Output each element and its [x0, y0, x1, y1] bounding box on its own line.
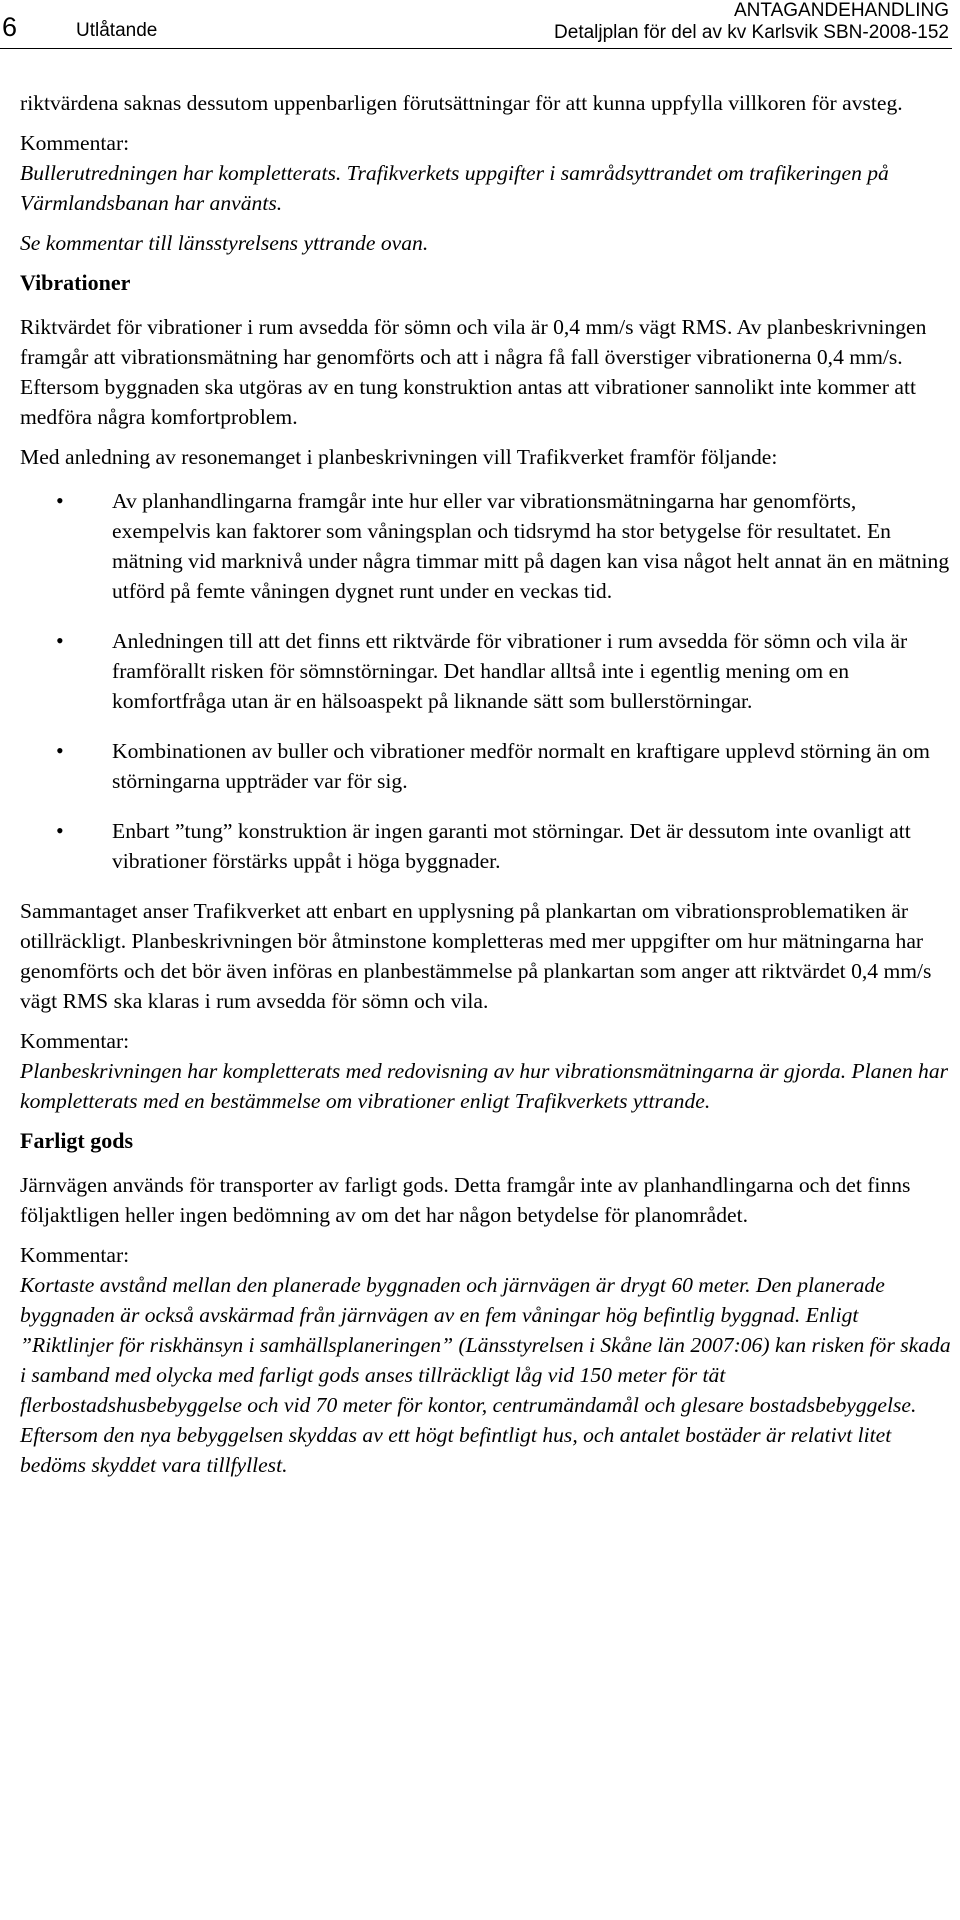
list-item	[20, 486, 952, 606]
list-item	[20, 626, 952, 716]
vibration-paragraph-1: Riktvärdet för vibrationer i rum avsedda för sömn och vila är 0,4 mm/s vägt RMS. Av planbeskrivningen framgår att vibrationsmätning har genomförts och att i några få fall överstiger vibrationerna 0,4 mm/s. Eftersom byggnaden ska utgöras av en tung konstruktion antas att vibrationer sannolikt inte kommer att medföra några komfortproblem.	[20, 315, 927, 429]
farligt-gods-paragraph: Järnvägen används för transporter av farligt gods. Detta framgår inte av planhandlingarna och det finns följaktligen heller ingen bedömning av om det har någon betydelse för planområdet.	[20, 1173, 911, 1227]
page-header	[0, 0, 960, 52]
section-label: Utlåtande	[76, 20, 158, 41]
list-item-text: Enbart ”tung” konstruktion är ingen garanti mot störningar. Det är dessutom inte ovanligt att vibrationer förstärks uppåt i höga byggnader.	[112, 819, 911, 873]
bullet-icon: •	[56, 738, 64, 763]
comment-text: Kortaste avstånd mellan den planerade byggnaden och järnvägen är drygt 60 meter. Den planerade byggnaden är också avskärmad från järnvägen av en fem våningar hög befintlig byggnad. Enligt ”Riktlinjer för riskhänsyn i samhällsplaneringen” (Länsstyrelsen i Skåne län 2007:06) kan risken för skada i samband med olycka med farligt gods anses tillräckligt låg vid 150 meter för tät flerbostadshusbebyggelse och vid 70 meter för kontor, centrumändamål och glesare bostadsbebyggelse. Eftersom den nya bebyggelsen skyddas av ett högt befintligt hus, och antalet bostäder är relativt litet bedöms skyddet vara tillfyllest.	[20, 1273, 951, 1477]
header-document-info	[554, 0, 949, 44]
comment-label: Kommentar:	[20, 131, 130, 155]
comment-block-noise	[20, 128, 952, 218]
vibration-paragraph-2: Med anledning av resonemanget i planbeskrivningen vill Trafikverket framför följande:	[20, 445, 778, 469]
bullet-icon: •	[56, 488, 64, 513]
document-title: Detaljplan för del av kv Karlsvik SBN-2008-152	[554, 22, 949, 43]
intro-paragraph: riktvärdena saknas dessutom uppenbarligen förutsättningar för att kunna uppfylla villkoren för avsteg.	[20, 91, 903, 115]
vibration-bullet-list	[20, 486, 952, 876]
comment-label: Kommentar:	[20, 1029, 130, 1053]
comment-label: Kommentar:	[20, 1243, 130, 1267]
header-divider	[0, 48, 952, 49]
comment-block-vibration	[20, 1026, 952, 1116]
list-item	[20, 816, 952, 876]
bullet-icon: •	[56, 818, 64, 843]
list-item-text: Kombinationen av buller och vibrationer medför normalt en kraftigare upplevd störning än om störningarna uppträder var för sig.	[112, 739, 930, 793]
comment-block-farligt-gods	[20, 1240, 952, 1480]
page-number: 6	[2, 12, 18, 42]
document-body	[20, 88, 952, 1490]
comment-text: Planbeskrivningen har kompletterats med redovisning av hur vibrationsmätningarna är gjorda. Planen har kompletterats med en bestämmelse om vibrationer enligt Trafikverkets yttrande.	[20, 1059, 949, 1113]
comment-text: Bullerutredningen har kompletterats. Trafikverkets uppgifter i samrådsyttrandet om trafikeringen på Värmlandsbanan har använts.	[20, 161, 889, 215]
heading-farligt-gods: Farligt gods	[20, 1128, 134, 1153]
bullet-icon: •	[56, 628, 64, 653]
list-item-text: Av planhandlingarna framgår inte hur eller var vibrationsmätningarna har genomförts, exempelvis kan faktorer som våningsplan och tidsrymd ha stor betygelse för resultatet. En mätning vid marknivå under några timmar mitt på dagen kan visa något helt annat än en mätning utförd på femte våningen dygnet runt under en veckas tid.	[112, 489, 950, 603]
comment-reference-note: Se kommentar till länsstyrelsens yttrande ovan.	[20, 231, 429, 255]
vibration-paragraph-3: Sammantaget anser Trafikverket att enbart en upplysning på plankartan om vibrationsproblematiken är otillräckligt. Planbeskrivningen bör åtminstone kompletteras med mer uppgifter om hur mätningarna har genomförts och det bör även införas en planbestämmelse på plankartan som anger att riktvärdet 0,4 mm/s vägt RMS ska klaras i rum avsedda för sömn och vila.	[20, 899, 932, 1013]
list-item	[20, 736, 952, 796]
document-type: ANTAGANDEHANDLING	[733, 0, 949, 21]
heading-vibrationer: Vibrationer	[20, 270, 131, 295]
list-item-text: Anledningen till att det finns ett riktvärde för vibrationer i rum avsedda för sömn och vila är framförallt risken för sömnstörningar. Det handlar alltså inte i egentlig mening om en komfortfråga utan är en hälsoaspekt på liknande sätt som bullerstörningar.	[112, 629, 908, 713]
